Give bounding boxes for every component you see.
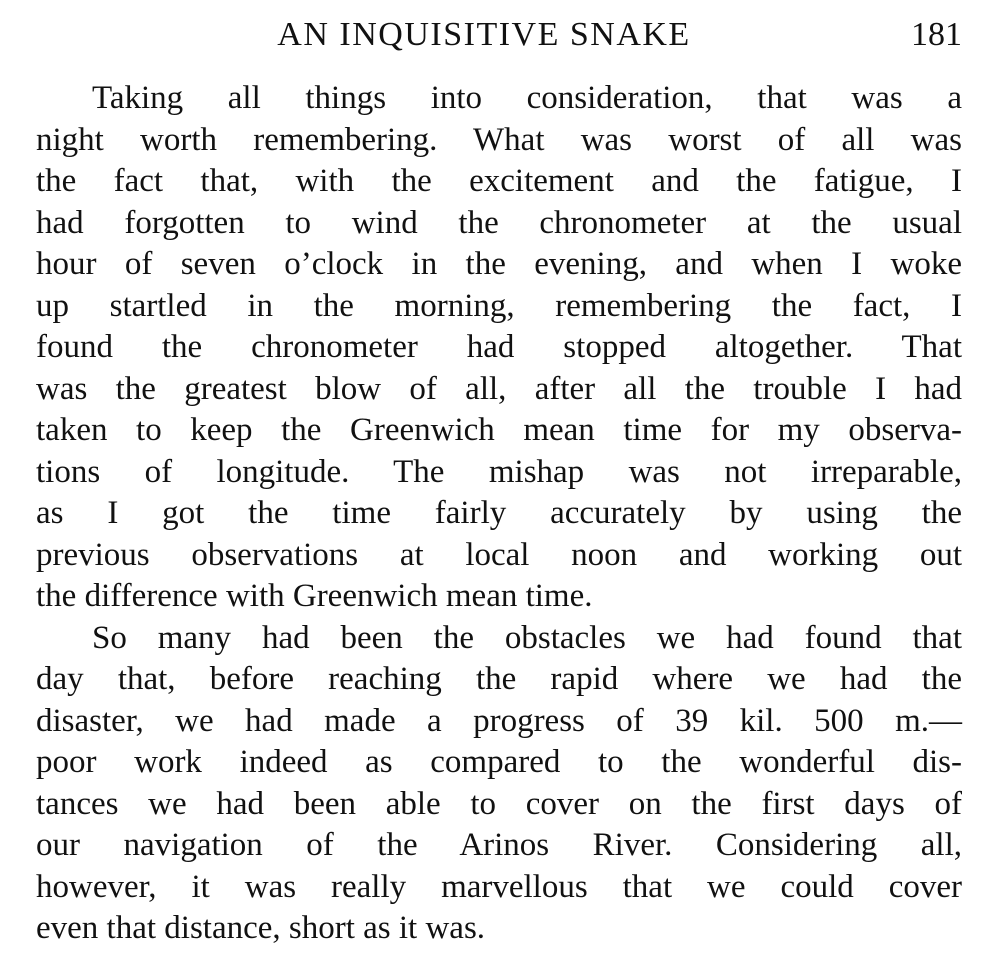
text-line: disaster, we had made a progress of 39 kil. 500 m.—	[36, 702, 962, 739]
text-line: tances we had been able to cover on the first days of	[36, 785, 962, 822]
text-line: found the chronometer had stopped altogether. That	[36, 329, 962, 365]
page-number: 181	[911, 16, 962, 53]
text-line: taken to keep the Greenwich mean time for my observa-	[36, 412, 962, 448]
text-line: the fact that, with the excitement and the fatigue, I	[36, 163, 962, 199]
text-line: poor work indeed as compared to the wonderful dis-	[36, 744, 962, 780]
text-line: previous observations at local noon and working out	[36, 536, 962, 573]
text-line: as I got the time fairly accurately by using the	[36, 495, 962, 531]
text-line: hour of seven o’clock in the evening, and when I woke	[36, 246, 962, 282]
text-line: tions of longitude. The mishap was not irreparable,	[36, 453, 962, 490]
text-line: up startled in the morning, remembering the fact, I	[36, 287, 962, 324]
text-line: however, it was really marvellous that we could cover	[36, 868, 962, 905]
text-line: night worth remembering. What was worst of all was	[36, 121, 962, 158]
text-line: Taking all things into consideration, that was a	[92, 80, 962, 116]
running-head	[36, 12, 962, 58]
text-line: even that distance, short as it was.	[36, 910, 486, 946]
body-text	[36, 78, 962, 950]
paragraph-2	[36, 618, 962, 950]
text-line: day that, before reaching the rapid where we had the	[36, 661, 962, 697]
text-line: So many had been the obstacles we had found that	[92, 619, 962, 656]
text-line: the difference with Greenwich mean time.	[36, 578, 593, 614]
paragraph-1	[36, 78, 962, 618]
running-title: AN INQUISITIVE SNAKE	[277, 16, 691, 53]
text-line: had forgotten to wind the chronometer at the usual	[36, 204, 962, 241]
text-line: was the greatest blow of all, after all the trouble I had	[36, 370, 962, 407]
text-line: our navigation of the Arinos River. Considering all,	[36, 827, 962, 863]
